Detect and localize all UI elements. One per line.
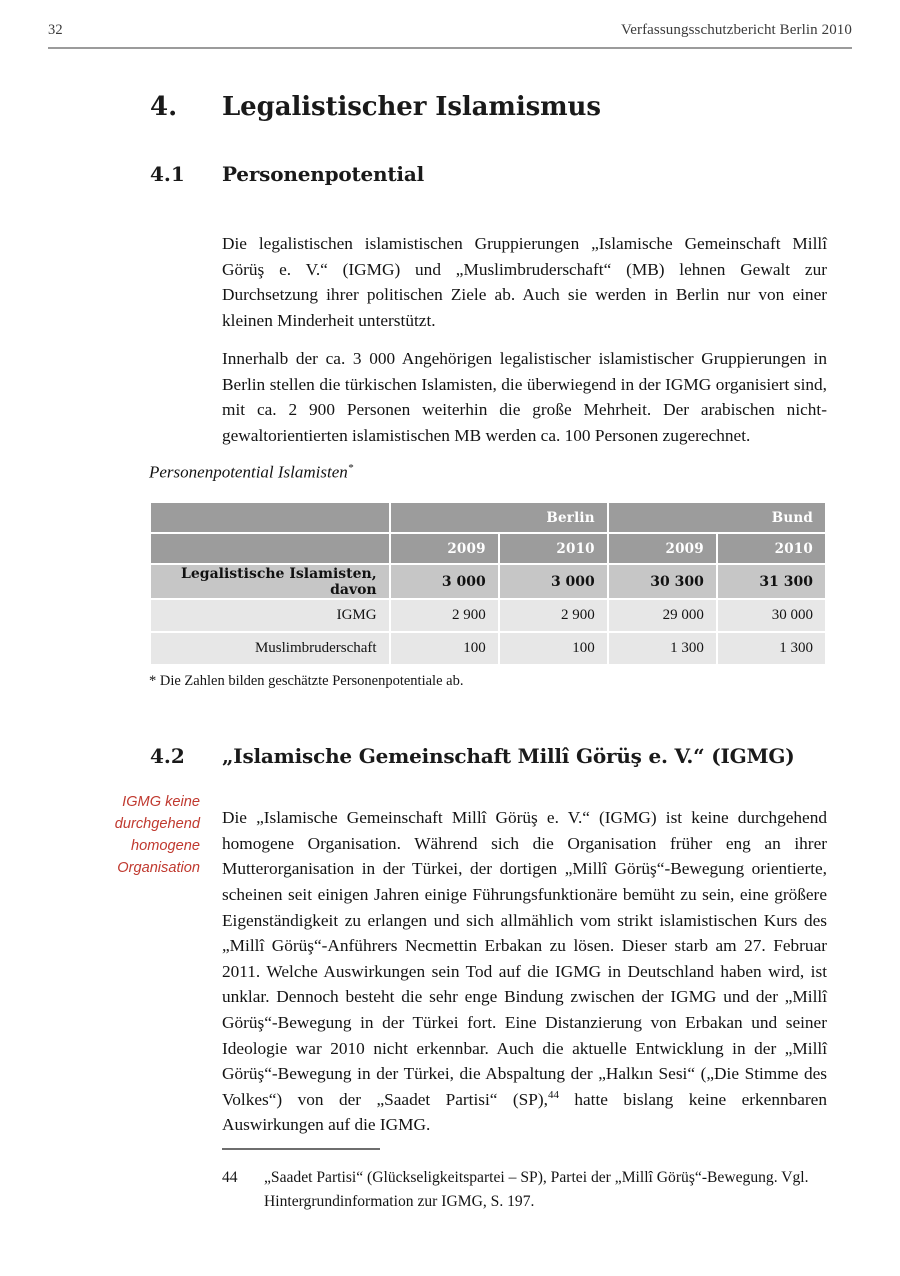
footnote-reference-44[interactable]: 44 [547,1089,559,1102]
row-mb-bund-2009: 1 300 [609,633,716,664]
table-caption-text: Personenpotential Islamisten [149,462,348,482]
footnote-number: 44 [222,1169,238,1186]
row-total-berlin-2009: 3 000 [391,565,498,598]
chapter-heading [150,92,827,122]
section-number-4-1: 4.1 [150,162,185,186]
header-berlin-2009: 2009 [391,534,498,563]
footnote-44 [222,1166,827,1213]
row-mb-berlin-2010: 100 [500,633,607,664]
section-heading-4-1 [150,162,827,186]
row-label-total: Legalistische Islamisten, davon [151,565,389,598]
table-caption-marker: * [347,462,354,474]
paragraph-4-1-a: Die legalistischen islamistischen Gruppierungen „Islamische Gemeinschaft Millî Görüş e. V.“ (IGMG) und „Muslimbruderschaft“ (MB) lehnen Gewalt zur Durchsetzung ihrer politischen Ziele ab. Auch sie werden in Berlin nur von einer kleinen Minderheit unterstützt. [222,234,827,331]
row-mb-bund-2010: 1 300 [718,633,825,664]
table-header-group-row [151,503,825,532]
table-row [151,565,825,598]
table-row [151,633,825,664]
table-caption [149,462,353,483]
row-label-igmg: IGMG [151,600,389,631]
table-footnote: * Die Zahlen bilden geschätzte Personenpotentiale ab. [149,673,464,689]
table-row [151,600,825,631]
header-corner-cell [151,503,389,532]
row-igmg-bund-2009: 29 000 [609,600,716,631]
footnote-text: „Saadet Partisi“ (Glückseligkeitspartei – SP), Partei der „Millî Görüş“-Bewegung. Vgl. Hintergrundinformation zur IGMG, S. 197. [264,1169,809,1210]
chapter-number: 4. [150,92,178,122]
footnote-separator-rule [222,1148,380,1150]
document-title: Verfassungsschutzbericht Berlin 2010 [620,22,852,38]
header-group-bund: Bund [609,503,825,532]
row-mb-berlin-2009: 100 [391,633,498,664]
personenpotential-table [149,501,827,666]
margin-note-igmg: IGMG keine durchgehend homogene Organisation [114,794,200,876]
row-igmg-berlin-2010: 2 900 [500,600,607,631]
section-title-4-1: Personenpotential [222,162,424,186]
paragraph-4-2-a [222,805,827,1138]
header-rule [48,47,852,49]
header-group-berlin: Berlin [391,503,607,532]
header-corner-cell-2 [151,534,389,563]
row-total-bund-2009: 30 300 [609,565,716,598]
section-number-4-2: 4.2 [150,744,185,768]
row-total-berlin-2010: 3 000 [500,565,607,598]
paragraph-4-2-tail: hatte bislang keine erkennbaren Auswirkungen auf die IGMG. [222,1089,827,1135]
section-heading-4-2 [150,744,827,768]
table-header-year-row [151,534,825,563]
row-igmg-bund-2010: 30 000 [718,600,825,631]
header-bund-2010: 2010 [718,534,825,563]
section-title-4-2: „Islamische Gemeinschaft Millî Görüş e. V.“ (IGMG) [222,744,795,768]
row-total-bund-2010: 31 300 [718,565,825,598]
page-number: 32 [48,22,63,38]
chapter-title: Legalistischer Islamismus [222,92,601,122]
paragraph-4-1-b: Innerhalb der ca. 3 000 Angehörigen legalistischer islamistischer Gruppierungen in Berlin stellen die türkischen Islamisten, die überwiegend in der IGMG organisiert sind, mit ca. 2 900 Personen weiterhin die große Mehrheit. Der arabischen nicht-gewaltorientierten islamistischen MB werden ca. 100 Personen zugerechnet. [222,349,827,446]
row-label-mb: Muslimbruderschaft [151,633,389,664]
running-head [48,22,852,46]
header-bund-2009: 2009 [609,534,716,563]
paragraph-4-2-main: Die „Islamische Gemeinschaft Millî Görüş e. V.“ (IGMG) ist keine durchgehend homogene Organisation. Während sich die Organisation früher eng an ihrer Mutterorganisation in der Türkei, der dortigen „Millî Görüş“-Bewegung orientierte, scheinen seit einigen Jahren einige Führungsfunktionäre bemüht zu sein, eine größere Eigenständigkeit zu erlangen und sich allmählich vom strikt islamistischen Kurs des „Millî Görüş“-Anführers Necmettin Erbakan zu lösen. Dieser starb am 27. Februar 2011. Welche Auswirkungen sein Tod auf die IGMG in Deutschland haben wird, ist unklar. Dennoch besteht die sehr enge Bindung zwischen der IGMG und der „Millî Görüş“-Bewegung in der Türkei fort. Eine Distanzierung von Erbakan und seiner Ideologie war 2010 nicht erkennbar. Auch die aktuelle Entwicklung in der „Millî Görüş“-Bewegung in der Türkei, die Abspaltung der „Halkın Sesi“ („Die Stimme des Volkes“) von der „Saadet Partisi“ (SP), [222,808,827,1109]
row-igmg-berlin-2009: 2 900 [391,600,498,631]
header-berlin-2010: 2010 [500,534,607,563]
